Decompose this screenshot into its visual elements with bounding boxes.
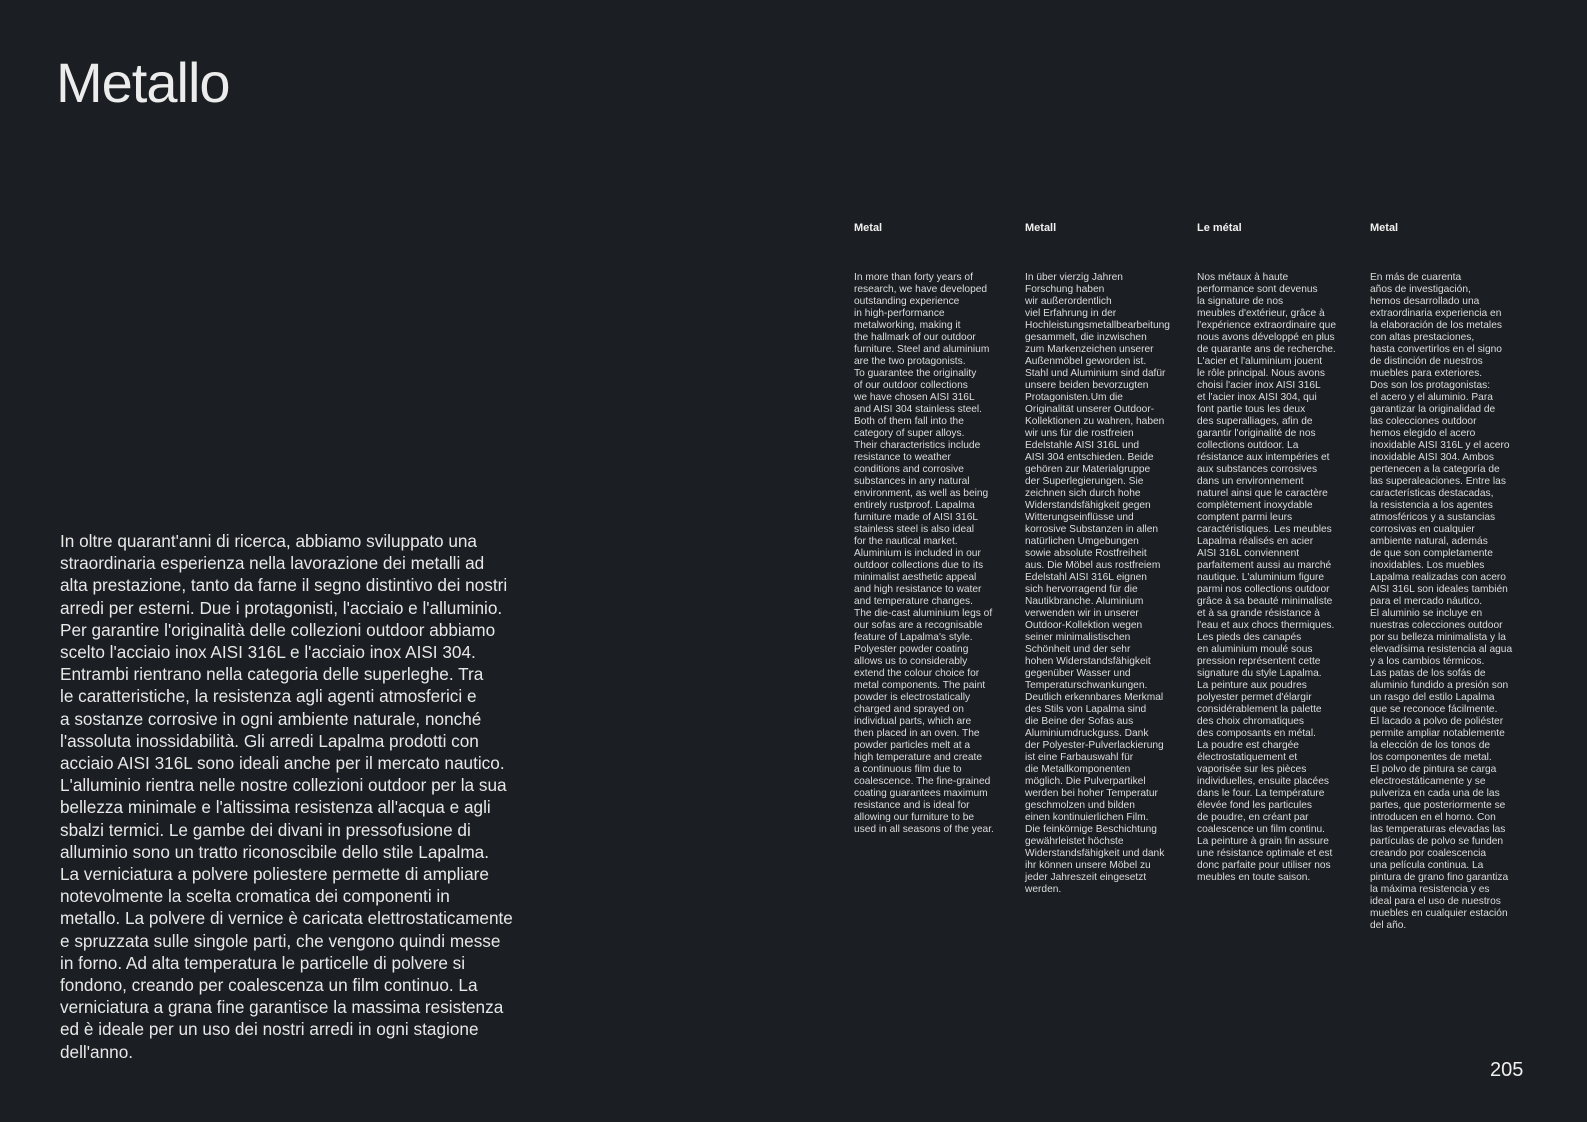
column-heading-french: Le métal	[1197, 222, 1242, 234]
italian-body-text: In oltre quarant'anni di ricerca, abbiamo sviluppato una straordinaria esperienza nella lavorazione dei metalli ad alta prestazione, tanto da farne il segno distintivo dei nostri arredi per esterni. Due i protagonisti, l'acciaio e l'alluminio. Per garantire l'originalità delle collezioni outdoor abbiamo scelto l'acciaio inox AISI 316L e l'acciaio inox AISI 304. Entrambi rientrano nella categoria delle superleghe. Tra le caratteristiche, la resistenza agli agenti atmosferici e a sostanze corrosive in ogni ambiente naturale, nonché l'assoluta inossidabilità. Gli arredi Lapalma prodotti con acciaio AISI 316L sono ideali anche per il mercato nautico. L'alluminio rientra nelle nostre collezioni outdoor per la sua bellezza minimale e l'altissima resistenza all'acqua e agli sbalzi termici. Le gambe dei divani in pressofusione di alluminio sono un tratto riconoscibile dello stile Lapalma. La verniciatura a polvere poliestere permette di ampliare notevolmente la scelta cromatica dei componenti in metallo. La polvere di vernice è caricata elettrostaticamente e spruzzata sulle singole parti, che vengono quindi messe in forno. Ad alta temperatura le particelle di polvere si fondono, creando per coalescenza un film continuo. La verniciatura a grana fine garantisce la massima resistenza ed è ideale per un uso dei nostri arredi in ogni stagione dell'anno.	[60, 531, 513, 1062]
column-body-french: Nos métaux à haute performance sont devenus la signature de nos meubles d'extérieur, grâce à l'expérience extraordinaire que nous avons développé en plus de quarante ans de recherche. L'acier et l'aluminium jouent le rôle principal. Nous avons choisi l'acier inox AISI 316L et l'acier inox AISI 304, qui font partie tous les deux des superalliages, afin de garantir l'originalité de nos collections outdoor. La résistance aux intempéries et aux substances corrosives dans un environnement naturel ainsi que le caractère complètement inoxydable comptent parmi leurs caractéristiques. Les meubles Lapalma réalisés en acier AISI 316L conviennent parfaitement aussi au marché nautique. L'aluminium figure parmi nos collections outdoor grâce à sa beauté minimaliste et à sa grande résistance à l'eau et aux chocs thermiques. Les pieds des canapés en aluminium moulé sous pression représentent cette signature du style Lapalma. La peinture aux poudres polyester permet d'élargir considérablement la palette des choix chromatiques des composants en métal. La poudre est chargée électrostatiquement et vaporisée sur les pièces individuelles, ensuite placées dans le four. La température élevée fond les particules de poudre, en créant par coalescence un film continu. La peinture à grain fin assure une résistance optimale et est donc parfaite pour utiliser nos meubles en toute saison.	[1197, 272, 1336, 883]
column-heading-spanish: Metal	[1370, 222, 1399, 234]
page-title: Metallo	[56, 51, 230, 114]
column-body-english: In more than forty years of research, we have developed outstanding experience in high-performance metalworking, making it the hallmark of our outdoor furniture. Steel and aluminium are the two protagonists. To guarantee the originality of our outdoor collections we have chosen AISI 316L and AISI 304 stainless steel. Both of them fall into the category of super alloys. Their characteristics include resistance to weather conditions and corrosive substances in any natural environment, as well as being entirely rustproof. Lapalma furniture made of AISI 316L stainless steel is also ideal for the nautical market. Aluminium is included in our outdoor collections due to its minimalist aesthetic appeal and high resistance to water and temperature changes. The die-cast aluminium legs of our sofas are a recognisable feature of Lapalma's style. Polyester powder coating allows us to considerably extend the colour choice for metal components. The paint powder is electrostatically charged and sprayed on individual parts, which are then placed in an oven. The powder particles melt at a high temperature and create a continuous film due to coalescence. The fine-grained coating guarantees maximum resistance and is ideal for allowing our furniture to be used in all seasons of the year.	[854, 272, 994, 835]
column-body-german: In über vierzig Jahren Forschung haben wir außerordentlich viel Erfahrung in der Hochleistungsmetallbearbeitung gesammelt, die inzwischen zum Markenzeichen unserer Außenmöbel geworden ist. Stahl und Aluminium sind dafür unsere beiden bevorzugten Protagonisten.Um die Originalität unserer Outdoor- Kollektionen zu wahren, haben wir uns für die rostfreien Edelstahle AISI 316L und AISI 304 entschieden. Beide gehören zur Materialgruppe der Superlegierungen. Sie zeichnen sich durch hohe Widerstandsfähigkeit gegen Witterungseinflüsse und korrosive Substanzen in allen natürlichen Umgebungen sowie absolute Rostfreiheit aus. Die Möbel aus rostfreiem Edelstahl AISI 316L eignen sich hervorragend für die Nautikbranche. Aluminium verwenden wir in unserer Outdoor-Kollektion wegen seiner minimalistischen Schönheit und der sehr hohen Widerstandsfähigkeit gegenüber Wasser und Temperaturschwankungen. Deutlich erkennbares Merkmal des Stils von Lapalma sind die Beine der Sofas aus Aluminiumdruckguss. Dank der Polyester-Pulverlackierung ist eine Farbauswahl für die Metallkomponenten möglich. Die Pulverpartikel werden bei hoher Temperatur geschmolzen und bilden einen kontinuierlichen Film. Die feinkörnige Beschichtung gewährleistet höchste Widerstandsfähigkeit und dank ihr können unsere Möbel zu jeder Jahreszeit eingesetzt werden.	[1025, 272, 1170, 895]
column-heading-german: Metall	[1025, 222, 1057, 234]
column-heading-english: Metal	[854, 222, 883, 234]
column-body-spanish: En más de cuarenta años de investigación, hemos desarrollado una extraordinaria experiencia en la elaboración de los metales con altas prestaciones, hasta convertirlos en el signo de distinción de nuestros muebles para exteriores. Dos son los protagonistas: el acero y el aluminio. Para garantizar la originalidad de las colecciones outdoor hemos elegido el acero inoxidable AISI 316L y el acero inoxidable AISI 304. Ambos pertenecen a la categoría de las superaleaciones. Entre las características destacadas, la resistencia a los agentes atmosféricos y a sustancias corrosivas en cualquier ambiente natural, además de que son completamente inoxidables. Los muebles Lapalma realizadas con acero AISI 316L son ideales también para el mercado náutico. El aluminio se incluye en nuestras colecciones outdoor por su belleza minimalista y la elevadísima resistencia al agua y a los cambios térmicos. Las patas de los sofás de aluminio fundido a presión son un rasgo del estilo Lapalma que se reconoce fácilmente. El lacado a polvo de poliéster permite ampliar notablemente la elección de los tonos de los componentes de metal. El polvo de pintura se carga electroestáticamente y se pulveriza en cada una de las partes, que posteriormente se introducen en el horno. Con las temperaturas elevadas las partículas de polvo se funden creando por coalescencia una película continua. La pintura de grano fino garantiza la máxima resistencia y es ideal para el uso de nuestros muebles en cualquier estación del año.	[1370, 272, 1513, 931]
page-number: 205	[1490, 1059, 1524, 1081]
